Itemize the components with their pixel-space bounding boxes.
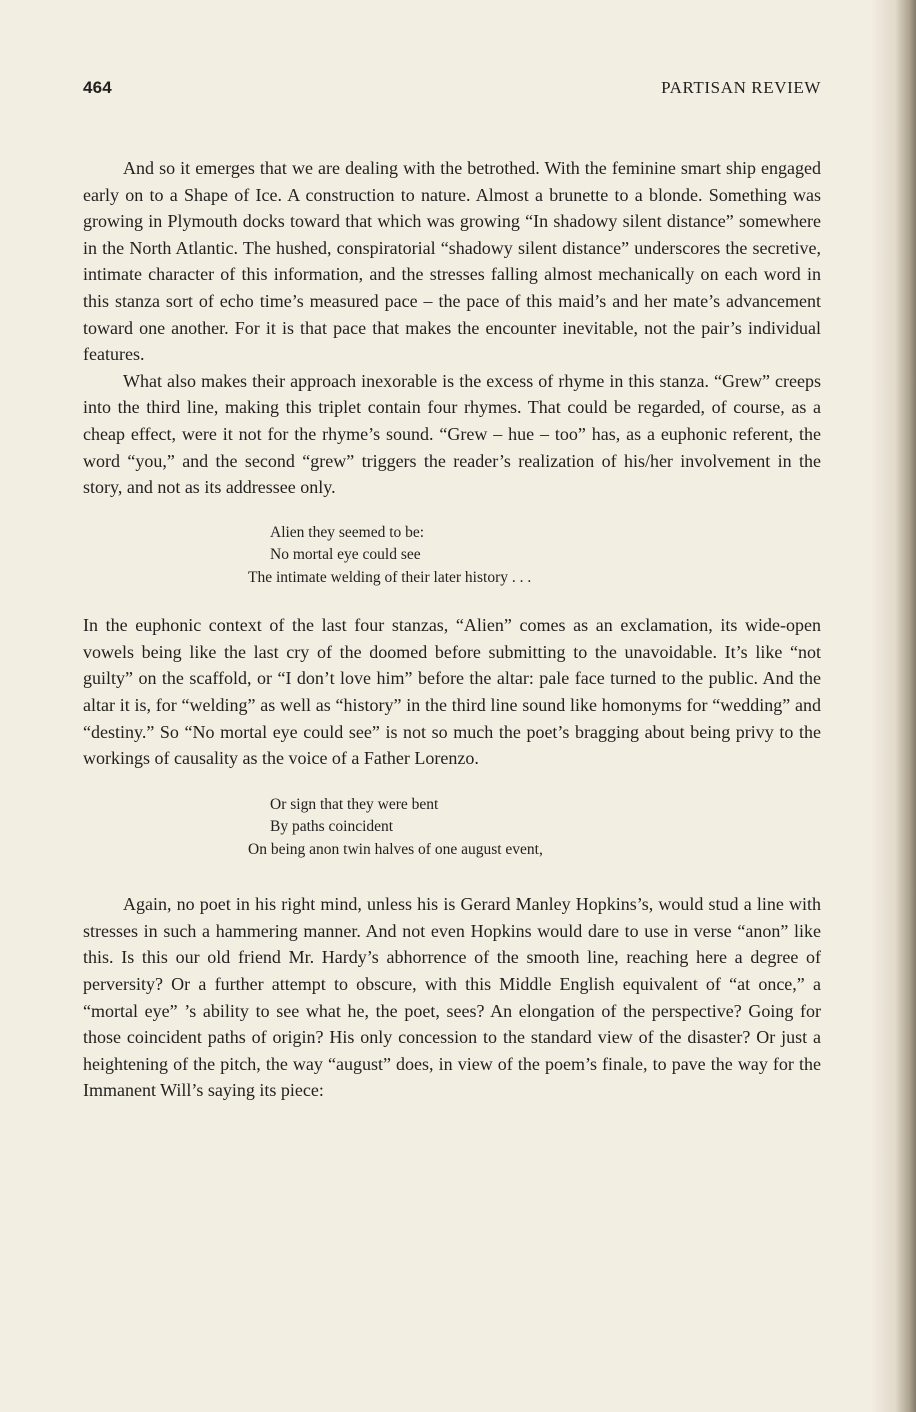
verse-line: By paths coincident — [270, 818, 394, 836]
verse-line: Alien they seemed to be: — [270, 523, 425, 541]
paragraph-alien: In the euphonic context of the last four stanzas, “Alien” comes as an exclamation, its wide-open vowels being like the last cry of the doomed before submitting to the unavoidable. It’s like “not guilty” on the scaffold, or “I don’t love him” before the altar: pale face turned to the public. And the altar it is, for “welding” as well as “history” in the third line sound like homonyms for “wedding” and “destiny.” So “No mortal eye could see” is not so much the poet’s bragging about being privy to the workings of causality as the voice of a Father Lorenzo. — [83, 615, 821, 769]
page-edge-shadow — [870, 0, 916, 1412]
running-head: PARTISAN REVIEW — [661, 78, 821, 97]
verse-line: On being anon twin halves of one august event, — [248, 840, 543, 858]
verse-quote-alien — [83, 522, 821, 590]
verse-line: Or sign that they were bent — [270, 795, 439, 813]
verse-line: No mortal eye could see — [270, 546, 421, 564]
page-number: 464 — [83, 78, 112, 97]
paragraph-betrothed: And so it emerges that we are dealing with the betrothed. With the feminine smart ship engaged early on to a Shape of Ice. A construction to nature. Almost a brunette to a blonde. Something was growing in Plymouth docks toward that which was growing “In shadowy silent distance” somewhere in the North Atlantic. The hushed, conspiratorial “shadowy silent distance” underscores the secretive, intimate character of this information, and the stresses falling almost mechanically on each word in this stanza sort of echo time’s measured pace – the pace of this maid’s and her mate’s advancement toward one another. For it is that pace that makes the encounter inevitable, not the pair’s individual features. — [83, 158, 821, 365]
page-header — [83, 78, 821, 104]
paragraph-hopkins: Again, no poet in his right mind, unless his is Gerard Manley Hopkins’s, would stud a line with stresses in such a hammering manner. And not even Hopkins would dare to use in verse “anon” like this. Is this our old friend Mr. Hardy’s abhorrence of the smooth line, reaching here a degree of perversity? Or a further attempt to obscure, with this Middle English equivalent of “at once,” a “mortal eye” ’s ability to see what he, the poet, sees? An elongation of the perspective? Going for those coincident paths of origin? His only concession to the standard view of the disaster? Or just a heightening of the pitch, the way “august” does, in view of the poem’s finale, to pave the way for the Immanent Will’s saying its piece: — [83, 894, 821, 1101]
page-body — [83, 155, 821, 1104]
verse-line: The intimate welding of their later history . . . — [248, 568, 532, 586]
paragraph-rhyme: What also makes their approach inexorable is the excess of rhyme in this stanza. “Grew” creeps into the third line, making this triplet contain four rhymes. That could be regarded, of course, as a cheap effect, were it not for the rhyme’s sound. “Grew – hue – too” has, as a euphonic referent, the word “you,” and the second “grew” triggers the reader’s realization of his/her involvement in the story, and not as its addressee only. — [83, 370, 821, 498]
verse-quote-coincident — [83, 794, 821, 862]
